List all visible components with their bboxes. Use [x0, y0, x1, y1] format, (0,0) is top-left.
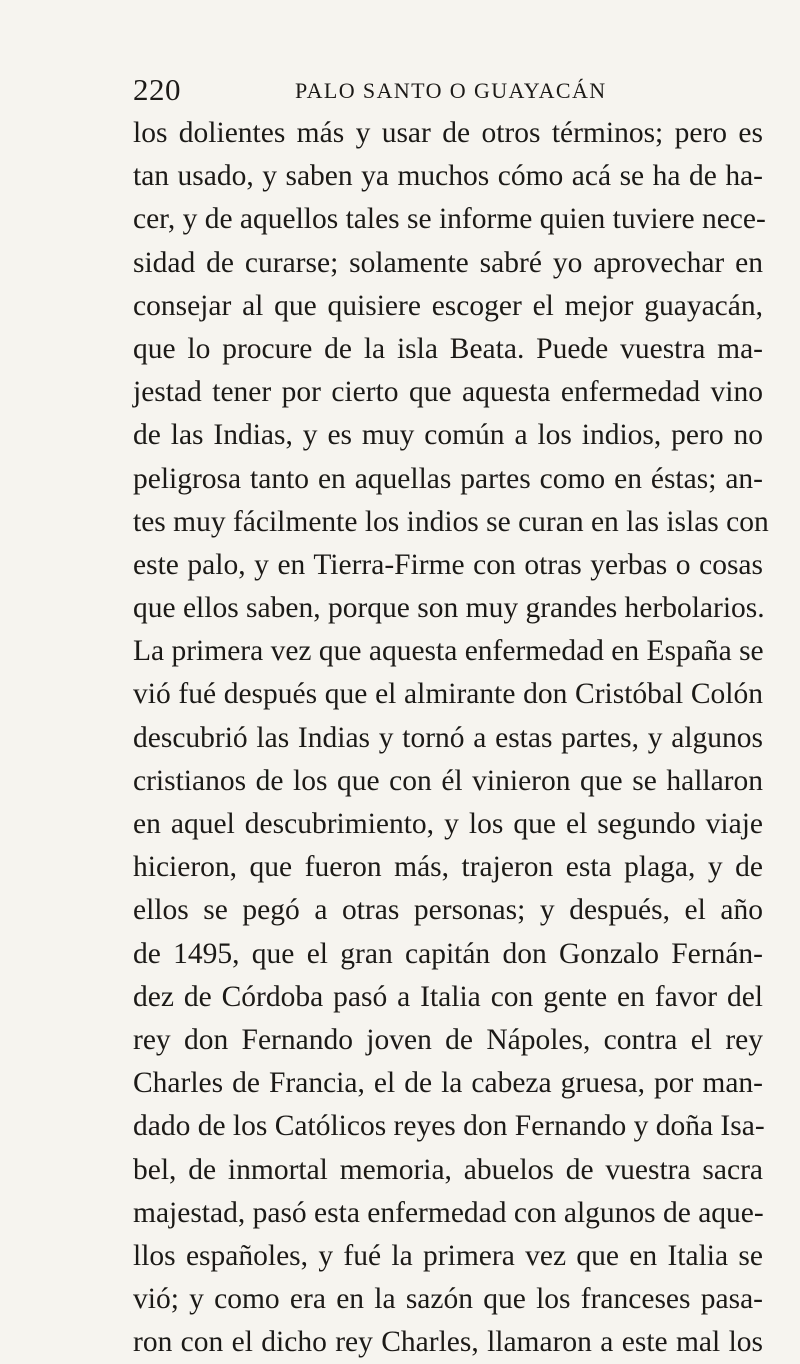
text-line: Charles de Francia, el de la cabeza gruesa, por man-: [133, 1067, 763, 1100]
text-line: tes muy fácilmente los indios se curan en las islas con: [133, 505, 769, 538]
text-line: en aquel descubrimiento, y los que el segundo viaje: [133, 808, 763, 840]
text-line: que ellos saben, porque son muy grandes herbolarios.: [133, 592, 765, 625]
running-title: PALO SANTO O GUAYACÁN: [295, 78, 607, 103]
page-header: [133, 70, 763, 110]
text-line: hicieron, que fueron más, trajeron esta plaga, y de: [133, 851, 763, 884]
text-line: los dolientes más y usar de otros términos; pero es: [133, 117, 763, 149]
text-line: ron con el dicho rey Charles, llamaron a este mal los: [133, 1326, 763, 1359]
text-line: bel, de inmortal memoria, abuelos de vuestra sacra: [133, 1153, 763, 1186]
text-line: sidad de curarse; solamente sabré yo aprovechar en: [133, 246, 763, 279]
text-line: dado de los Católicos reyes don Fernando y doña Isa-: [133, 1110, 765, 1143]
text-line: cer, y de aquellos tales se informe quien tuviere nece-: [133, 203, 766, 236]
text-line: vió; y como era en la sazón que los franceses pasa-: [133, 1283, 763, 1316]
text-line: de las Indias, y es muy común a los indios, pero no: [133, 419, 763, 452]
text-line: consejar al que quisiere escoger el mejor guayacán,: [133, 289, 763, 322]
text-line: jestad tener por cierto que aquesta enfermedad vino: [133, 376, 763, 409]
text-line: cristianos de los que con él vinieron que se hallaron: [133, 764, 763, 797]
text-line: majestad, pasó esta enfermedad con algunos de aque-: [133, 1196, 764, 1229]
text-line: peligrosa tanto en aquellas partes como en éstas; an-: [133, 462, 763, 495]
text-line: ellos se pegó a otras personas; y después, el año: [133, 894, 763, 927]
page-number: 220: [133, 72, 181, 107]
text-line: que lo procure de la isla Beata. Puede vuestra ma-: [133, 332, 763, 365]
text-line: de 1495, que el gran capitán don Gonzalo Fernán-: [133, 937, 763, 970]
text-line: este palo, y en Tierra-Firme con otras yerbas o cosas: [133, 548, 763, 581]
text-line: La primera vez que aquesta enfermedad en España se: [133, 635, 764, 668]
text-line: vió fué después que el almirante don Cristóbal Colón: [133, 678, 763, 711]
text-line: descubrió las Indias y tornó a estas partes, y algunos: [133, 721, 763, 754]
text-line: tan usado, y saben ya muchos cómo acá se ha de ha-: [133, 160, 763, 193]
text-line: llos españoles, y fué la primera vez que en Italia se: [133, 1239, 763, 1272]
text-line: dez de Córdoba pasó a Italia con gente en favor del: [133, 980, 763, 1013]
text-line: rey don Fernando joven de Nápoles, contra el rey: [133, 1023, 763, 1056]
body-text: [133, 112, 769, 1364]
